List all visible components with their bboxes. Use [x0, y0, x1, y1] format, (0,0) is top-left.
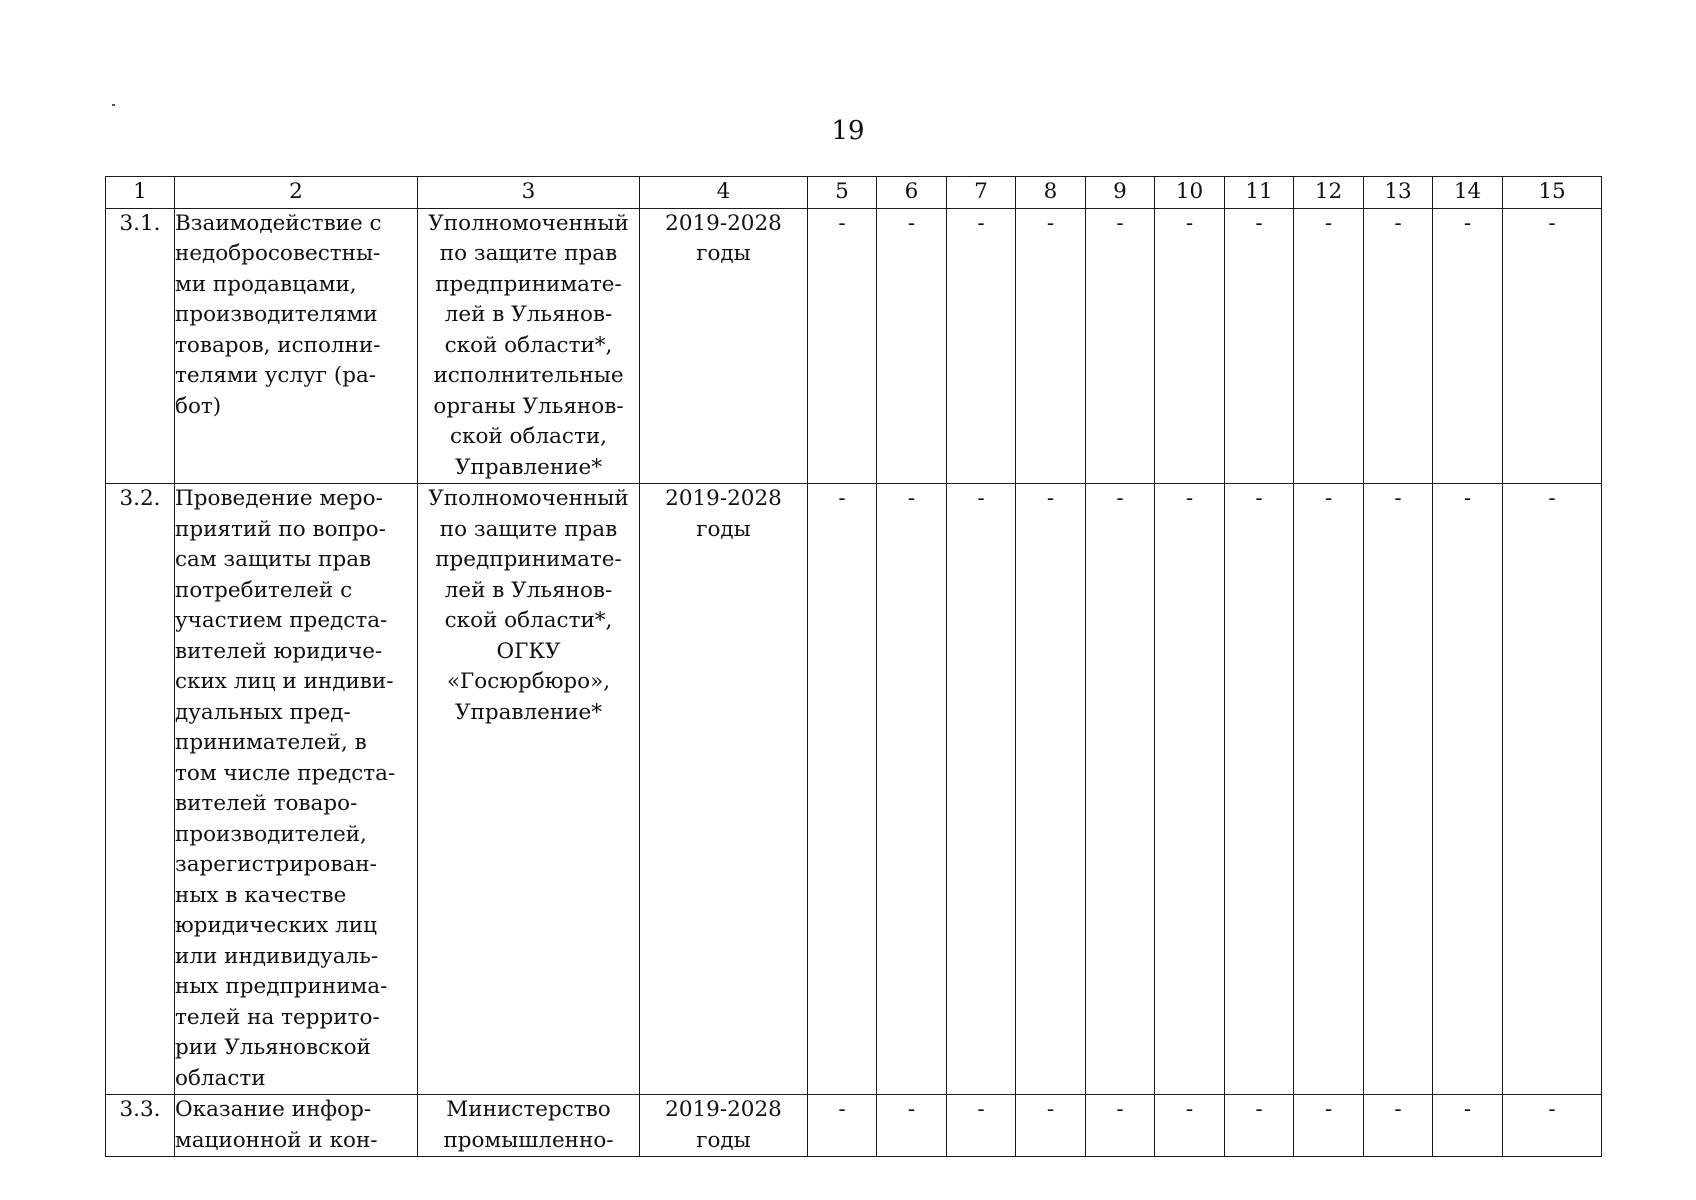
row-number: 3.2.	[106, 484, 175, 1095]
text-line: 2019-2028	[665, 210, 782, 236]
value-cell: -	[1016, 484, 1086, 1095]
value-cell: -	[947, 484, 1016, 1095]
value-cell: -	[1364, 1095, 1433, 1157]
text-line: годы	[696, 241, 751, 266]
scan-speck	[112, 104, 115, 106]
text-line: органы Ульянов-	[433, 393, 624, 419]
header-row	[106, 177, 1602, 209]
text-line: товаров, исполни-	[175, 332, 381, 358]
value-cell: -	[1155, 208, 1225, 484]
value-cell: -	[1155, 484, 1225, 1095]
text-line: Уполномоченный	[428, 486, 629, 511]
page-number: 19	[831, 116, 865, 146]
text-line: ской области*,	[444, 332, 613, 358]
value-cell: -	[1225, 208, 1294, 484]
text-line: по защите прав	[439, 241, 618, 266]
table-row	[106, 1095, 1602, 1157]
text-line: вителей юридиче-	[175, 638, 383, 664]
text-line: Взаимодействие с	[175, 210, 382, 236]
text-line: телей на террито-	[175, 1004, 380, 1030]
text-line: зарегистрирован-	[175, 852, 377, 877]
row-number: 3.1.	[106, 208, 175, 484]
text-line: ской области,	[449, 424, 608, 449]
value-cell: -	[877, 208, 947, 484]
text-line: недобросовестны-	[175, 241, 381, 266]
measure-name	[175, 484, 418, 1095]
text-line: сам защиты прав	[175, 547, 372, 572]
text-line: годы	[696, 516, 751, 542]
text-line: исполнительные	[433, 363, 624, 388]
text-line: том числе предста-	[175, 760, 396, 786]
value-cell: -	[1016, 208, 1086, 484]
text-line: ных в качестве	[175, 882, 347, 908]
text-line: ми продавцами,	[175, 271, 357, 297]
text-line: «Госюрбюро»,	[446, 669, 611, 694]
term	[640, 208, 808, 484]
text-line: 2019-2028	[665, 1097, 782, 1122]
text-line: промышленно-	[443, 1127, 614, 1153]
text-line: Уполномоченный	[428, 210, 629, 236]
value-cell: -	[1225, 484, 1294, 1095]
text-line: годы	[696, 1127, 751, 1153]
text-line: вителей товаро-	[175, 791, 358, 816]
value-cell: -	[877, 1095, 947, 1157]
column-header: 5	[808, 177, 877, 209]
column-header: 1	[106, 177, 175, 209]
text-line: юридических лиц	[175, 913, 377, 938]
measure-name	[175, 1095, 418, 1157]
text-line: ных предпринима-	[175, 974, 388, 999]
text-line: ских лиц и индиви-	[175, 669, 394, 694]
text-line: предпринимате-	[435, 271, 622, 297]
text-line: Проведение меро-	[175, 486, 383, 511]
value-cell: -	[1433, 1095, 1503, 1157]
text-line: производителей,	[175, 821, 367, 847]
value-cell: -	[1364, 484, 1433, 1095]
text-line: по защите прав	[439, 516, 618, 542]
term	[640, 484, 808, 1095]
value-cell: -	[1433, 208, 1503, 484]
value-cell: -	[1086, 484, 1155, 1095]
value-cell: -	[1155, 1095, 1225, 1157]
executor	[418, 484, 640, 1095]
text-line: производителями	[175, 302, 378, 327]
text-line: ской области*,	[444, 608, 613, 633]
row-number: 3.3.	[106, 1095, 175, 1157]
text-line: 2019-2028	[665, 486, 782, 511]
value-cell: -	[1503, 208, 1602, 484]
column-header: 10	[1155, 177, 1225, 209]
text-line: или индивидуаль-	[175, 943, 379, 969]
value-cell: -	[1086, 208, 1155, 484]
column-header: 14	[1433, 177, 1503, 209]
executor	[418, 1095, 640, 1157]
text-line: мационной и кон-	[175, 1127, 378, 1153]
text-line: бот)	[175, 393, 222, 419]
text-line: Оказание инфор-	[175, 1097, 372, 1122]
column-header: 9	[1086, 177, 1155, 209]
text-line: Министерство	[446, 1097, 611, 1122]
text-line: дуальных пред-	[175, 699, 351, 725]
text-line: приятий по вопро-	[175, 516, 386, 542]
column-header: 7	[947, 177, 1016, 209]
table-row	[106, 208, 1602, 484]
text-line: ОГКУ	[496, 638, 561, 664]
text-line: Управление*	[454, 454, 603, 480]
text-line: принимателей, в	[175, 730, 367, 755]
value-cell: -	[1016, 1095, 1086, 1157]
column-header: 8	[1016, 177, 1086, 209]
text-line: участием предста-	[175, 608, 388, 633]
executor	[418, 208, 640, 484]
value-cell: -	[1086, 1095, 1155, 1157]
value-cell: -	[1503, 1095, 1602, 1157]
column-header: 2	[175, 177, 418, 209]
value-cell: -	[1225, 1095, 1294, 1157]
value-cell: -	[947, 208, 1016, 484]
text-line: Управление*	[454, 699, 603, 725]
value-cell: -	[1433, 484, 1503, 1095]
text-line: лей в Ульянов-	[444, 302, 613, 327]
column-header: 4	[640, 177, 808, 209]
measure-name	[175, 208, 418, 484]
text-line: лей в Ульянов-	[444, 577, 613, 603]
value-cell: -	[1294, 484, 1364, 1095]
column-header: 6	[877, 177, 947, 209]
text-line: телями услуг (ра-	[175, 363, 377, 388]
column-header: 11	[1225, 177, 1294, 209]
table-row	[106, 484, 1602, 1095]
text-line: предпринимате-	[435, 547, 622, 572]
value-cell: -	[877, 484, 947, 1095]
value-cell: -	[808, 208, 877, 484]
term	[640, 1095, 808, 1157]
text-line: потребителей с	[175, 577, 353, 603]
text-line: рии Ульяновской	[175, 1035, 371, 1060]
text-line: области	[175, 1065, 266, 1091]
value-cell: -	[808, 1095, 877, 1157]
measures-table	[105, 176, 1602, 1157]
value-cell: -	[1294, 1095, 1364, 1157]
value-cell: -	[947, 1095, 1016, 1157]
value-cell: -	[808, 484, 877, 1095]
column-header: 15	[1503, 177, 1602, 209]
value-cell: -	[1503, 484, 1602, 1095]
column-header: 3	[418, 177, 640, 209]
column-header: 13	[1364, 177, 1433, 209]
value-cell: -	[1294, 208, 1364, 484]
value-cell: -	[1364, 208, 1433, 484]
column-header: 12	[1294, 177, 1364, 209]
